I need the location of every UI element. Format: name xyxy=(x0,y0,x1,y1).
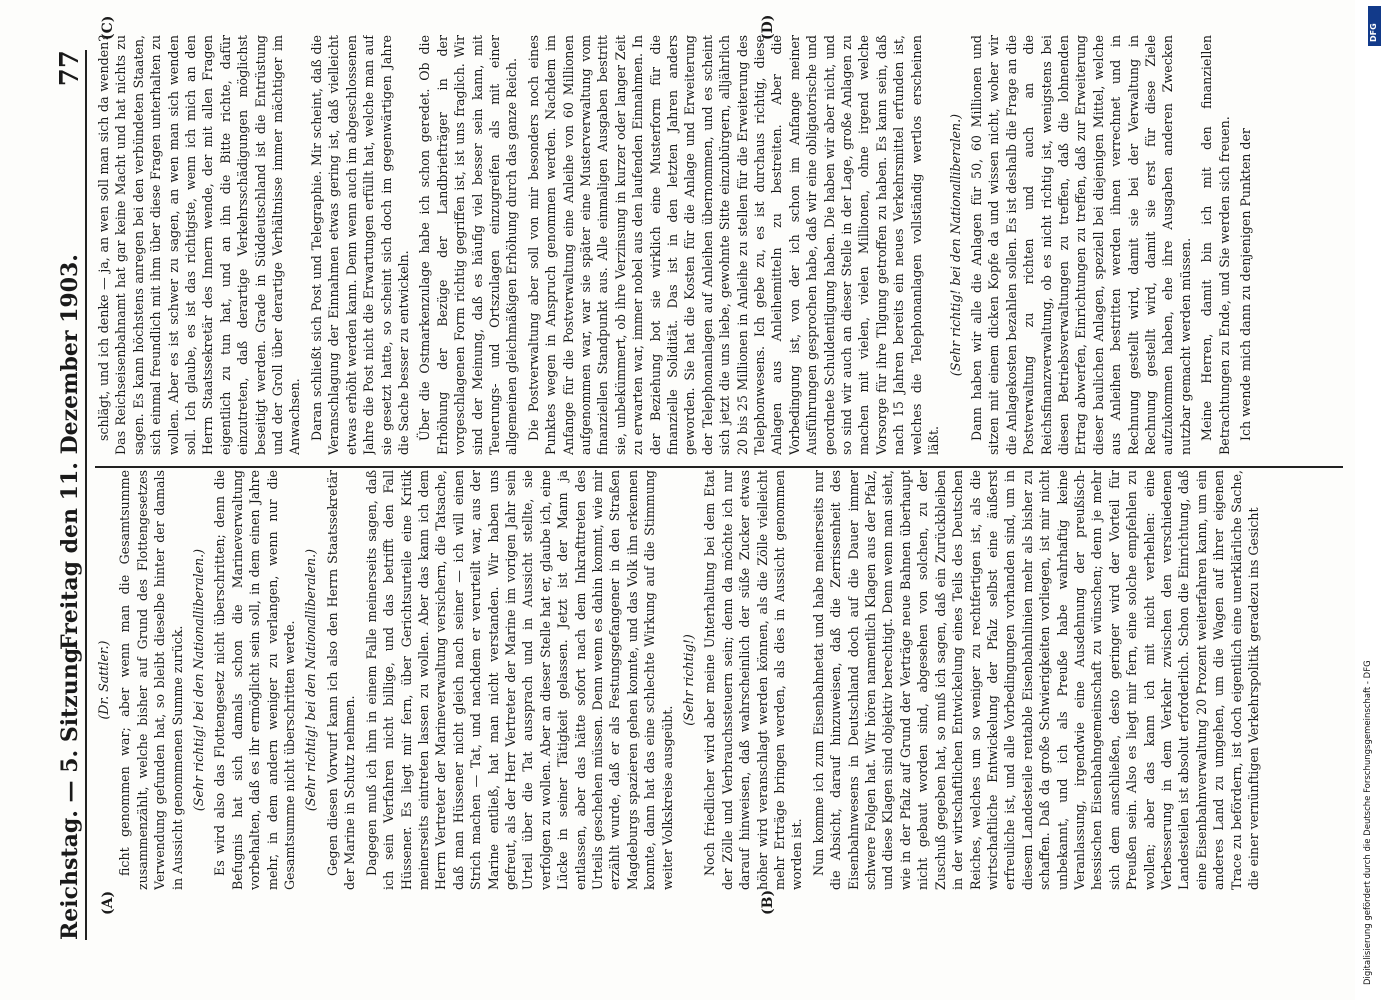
paragraph: Dann haben wir alle die Anlagen für 50, 60 Millionen und sitzen mit einem dicken Kopfe da und wissen nicht, woher wir die Anlagekosten bezahlen sollen. Es ist deshalb die Frage an die Postverwaltung zu richten und auch an die Reichsfinanzverwaltung, ob es nicht richtig ist, wenigstens bei diesen Betriebsverwaltungen zu treffen, daß die lohnenden Ertrag abwerfen, Einrichtungen zu treffen, daß zur Erweiterung dieser baulichen Anlagen, speziell bei diejenigen Mittel, welche aus Anleihen bestritten werden ihnen verrechnet und in Rechnung gestellt wird, damit sie bei der Verwaltung in Rechnung gestellt wird, damit sie erst für diese Ziele aufzukommen haben, ehe ihre Ausgaben anderen Zwecken nutzbar gemacht werden müssen. xyxy=(968,35,1193,455)
header-date: Freitag den 11. Dezember 1903. xyxy=(57,254,83,650)
right-column xyxy=(95,35,1343,455)
dfg-logo-text: DFG xyxy=(1369,23,1378,42)
paragraph: Daran schließt sich Post und Telegraphie. Mir scheint, daß die Veranschlagung der Einnahmen etwas gering ist, daß vielleicht etwas erhöht werden kann. Denn wenn auch im abgeschlossenen Jahre die Post nicht die Erwartungen erfüllt hat, welche man auf sie gesetzt hatte, so scheint sich doch im gegenwärtigen Jahre die Sache besser zu entwickeln. xyxy=(308,35,411,455)
header-session: Reichstag. — 5. Sitzung. xyxy=(57,640,83,940)
paragraph: Gegen diesen Vorwurf kann ich also den Herrn Staatssekretär der Marine in Schutz nehmen. xyxy=(324,470,358,890)
interjection: (Sehr richtig! bei den Nationalliberalen.) xyxy=(191,548,207,812)
margin-marker-a: (A) xyxy=(100,890,116,915)
digitization-credit: Digitalisierung gefördert durch die Deutsche Forschungsgemeinschaft - DFG xyxy=(1363,660,1373,985)
paragraph: Über die Ostmarkenzulage habe ich schon geredet. Ob die Erhöhung der Bezüge der Landbriefträger in der vorgeschlagenen Form richtig gegriffen ist, ist uns fraglich. Wir sind der Meinung, daß es häufig viel besser sein kann, mit Teuerungs- und Ortszulagen einzugreifen als mit einer allgemeinen gleichmäßigen Erhöhung durch das ganze Reich. xyxy=(417,35,520,455)
paragraph: Ich wende mich dann zu denjenigen Punkten der xyxy=(1238,128,1253,441)
page-header xyxy=(55,50,87,940)
margin-marker-b: (B) xyxy=(760,889,776,915)
paragraph: schlägt, und ich denke — ja, an wen soll man sich da wenden? Das Reichseisenbahnamt hat gar keine Macht und hat nichts zu sagen. Es kann höchstens anregen bei den verbündeten Staaten, sich einmal freundlich mit ihm über diese Fragen unterhalten zu wollen. Aber es ist schwer zu sagen, an wen man sich wenden soll. Ich glaube, es ist das richtigste, wenn ich mich an den Herrn Staatssekretär des Innern wende, der mit allen Fragen eigentlich zu tun hat, und an ihn die Bitte richte, dafür einzutreten, daß derartige Verkehrsschädigungen möglichst beseitigt werden. Grade in Süddeutschland ist die Entrüstung und der Groll über derartige Verhältnisse immer mächtiger im Anwachsen. xyxy=(96,35,303,455)
paragraph: Nun komme ich zum Eisenbahnetat und habe meinerseits nur die Absicht, darauf hinzuweisen, daß die Zerrissenheit des Eisenbahnwesens in Deutschland doch auf die Dauer immer schwere Folgen hat. Wir hören namentlich Klagen aus der Pfalz, und diese Klagen sind objektiv berechtigt. Denn wenn man sieht, wie in der Pfalz auf Grund der Verträge neue Bahnen überhaupt nicht gebaut worden sind, abgesehen von solchen, zu der Zuschuß gegeben hat, so muß ich sagen, daß ein Zurückbleiben in der wirtschaftlichen Entwickelung eines Teils des Deutschen Reiches, welches um so weniger zu rechtfertigen ist, als die wirtschaftliche Entwickelung der Pfalz selbst eine äußerst erfreuliche ist, und alle Vorbedingungen vorhanden sind, um in diesem Landesteile rentable Eisenbahnlinien mehr als bisher zu schaffen. Daß da große Schwierigkeiten vorliegen, ist mir nicht unbekannt, und ich als Preuße habe wahrhaftig keine Veranlassung, irgendwie eine Ausdehnung der preußisch-hessischen Eisenbahngemeinschaft zu wünschen; denn je mehr sich dem anschließen, desto geringer wird der Vorteil für Preußen sein. Also es liegt mir fern, eine solche empfehlen zu wollen; aber das kann ich mit nicht verhehlen: eine Verbesserung in dem Verkehr zwischen den verschiedenen Landesteilen ist absolut erforderlich. Schon die Einrichtung, daß eine Eisenbahnverwaltung 20 Prozent weiterfahren kann, um ein anderes Land zu umgehen, um die Wagen auf ihrer eigenen Trace zu befördern, ist doch eigentlich eine unerklärliche Sache, die einer vernünftigen Verkehrspolitik geradezu ins Gesicht xyxy=(810,470,1261,890)
paragraph: Die Postverwaltung aber soll von mir besonders noch eines Punktes wegen in Anspruch genommen werden. Nachdem im Anfange für die Postverwaltung eine Anleihe von 60 Millionen aufgenommen war, war sie später eine Musterverwaltung vom finanziellen Standpunkt aus. Alle einmaligen Ausgaben bestritt sie, unbekümmert, ob ihre Verzinsung in kurzer oder langer Zeit zu erwarten war, immer nobel aus den laufenden Einnahmen. In der Beziehung bot sie wirklich eine Musterform für die finanzielle Solidität. Das ist in den letzten Jahren anders geworden. Sie hat die Kosten für die Anlage und Erweiterung der Telephonanlagen auf Anleihen übernommen, und es scheint sich jetzt die uns liebe, gewohnte Sitte einzubürgern, alljährlich 20 bis 25 Millionen in Anleihe zu stellen für die Erweiterung des Telephonwesens. Ich gebe zu, es ist durchaus richtig, diese Anlagen aus Anleihemitteln zu bestreiten. Aber die Vorbedingung ist, von der ich schon im Anfange meiner Ausführungen gesprochen habe, daß wir eine obligatorische und geordnete Schuldentilgung haben. Die haben wir aber nicht, und so sind wir auch an dieser Stelle in der Lage, große Anlagen zu machen mit vielen, vielen Millionen, ohne irgend welche Vorsorge für ihre Tilgung getroffen zu haben. Es kann sein, daß nach 15 Jahren bereits ein neues Verkehrsmittel erfunden ist, welches die Telephonanlagen vollständig wertlos erscheinen läßt. xyxy=(525,35,942,455)
paragraph: Meine Herren, damit bin ich mit den finanziellen Betrachtungen zu Ende, und Sie werden sich freuen. xyxy=(1199,35,1232,455)
interjection: (Sehr richtig! bei den Nationalliberalen.) xyxy=(303,548,319,812)
paragraph: Es wird also das Flottengesetz nicht überschritten; denn die Befugnis hat sich damals schon die Marineverwaltung vorbehalten, daß es ihr ermöglicht sein soll, in dem einen Jahre mehr, in dem andern weniger zu verlangen, wenn nur die Gesamtsumme nicht überschritten werde. xyxy=(212,470,298,890)
page-number: 77 xyxy=(55,50,85,87)
margin-marker-c: (C) xyxy=(100,15,116,40)
paragraph: Noch friedlicher wird aber meine Unterhaltung bei dem Etat der Zölle und Verbrauchssteuern sein; denn da möchte ich nur darauf hinweisen, daß wahrscheinlich der süße Zucker etwas höher wird veranschlagt werden können, als die Zölle vielleicht mehr Erträge bringen werden, als dies in Aussicht genommen worden ist. xyxy=(702,470,805,890)
interjection: (Sehr richtig!) xyxy=(681,634,696,726)
column-divider xyxy=(95,466,1343,468)
speaker-label: (Dr. Sattler.) xyxy=(96,640,111,720)
interjection: (Sehr richtig! bei den Nationalliberalen.) xyxy=(947,113,963,377)
paragraph: Dagegen muß ich ihm in einem Falle meinerseits sagen, daß ich sein Verfahren nicht billige, und das betrifft den Fall Hüssener. Es liegt mir fern, über Gerichtsurteile eine Kritik meinerseits eintreten lassen zu wollen. Aber das kann ich dem Herrn Vertreter der Marineverwaltung versichern, die Tatsache, daß man Hüssener nicht gleich nach seiner — ich will einen Strich machen — Tat, und nachdem er verurteilt war, aus der Marine entließ, hat man nicht verstanden. Wir haben uns gefreut, als der Herr Vertreter der Marine im vorigen Jahr sein Urteil über die Tat aussprach und in Aussicht stellte, sie verfolgen zu wollen. Aber an dieser Stelle hat er, glaube ich, eine Lücke in seiner Tätigkeit gelassen. Jetzt ist der Mann ja entlassen, aber das hätte sofort nach dem Inkrafttreten des Urteils geschehen müssen. Denn wenn es dahin kommt, wie mir erzählt wurde, daß er als Festungsgefangener in den Straßen Magdeburgs spazieren gehen konnte, und das Volk ihn erkennen konnte, dann hat das eine schlechte Wirkung auf die Stimmung weiter Volkskreise ausgeübt. xyxy=(363,470,675,890)
left-column xyxy=(95,470,1343,890)
dfg-logo xyxy=(1368,6,1381,46)
paragraph: ficht genommen war; aber wenn man die Gesamtsumme zusammenzählt, welche bisher auf Grund des Flottengesetzes Verwendung gefunden hat, so bleibt dieselbe hinter der damals in Aussicht genommenen Summe zurück. xyxy=(117,470,185,890)
margin-marker-d: (D) xyxy=(760,14,776,40)
